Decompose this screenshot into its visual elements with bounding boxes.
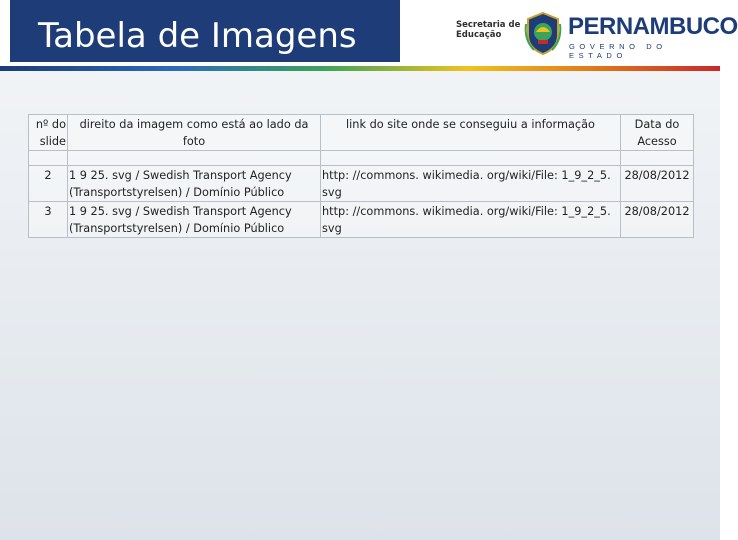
cell-credit: 1 9 25. svg / Swedish Transport Agency (Transportstyrelsen) / Domínio Público <box>68 166 321 202</box>
cell-link[interactable]: http: //commons. wikimedia. org/wiki/File: 1_9_2_5. svg <box>321 166 621 202</box>
page-title: Tabela de Imagens <box>38 16 357 56</box>
table-spacer-row <box>29 151 694 166</box>
col-header-link: link do site onde se conseguiu a informação <box>321 115 621 151</box>
col-header-date: Data do Acesso <box>621 115 694 151</box>
secretaria-logo-text <box>456 20 520 40</box>
spacer-cell <box>621 151 694 166</box>
brand-name: PERNAMBUCO <box>568 13 738 40</box>
secretaria-line-1: Secretaria de <box>456 20 521 30</box>
col-header-credit: direito da imagem como está ao lado da foto <box>68 115 321 151</box>
spacer-cell <box>68 151 321 166</box>
brand-subtitle: GOVERNO DO ESTADO <box>569 42 667 60</box>
state-crest-icon <box>524 10 562 56</box>
secretaria-line-2: Educação <box>456 30 502 40</box>
cell-link[interactable]: http: //commons. wikimedia. org/wiki/File: 1_9_2_5. svg <box>321 202 621 238</box>
table-row <box>29 202 694 238</box>
table-header-row <box>29 115 694 151</box>
color-stripe <box>0 66 720 71</box>
cell-date: 28/08/2012 <box>621 166 694 202</box>
cell-date: 28/08/2012 <box>621 202 694 238</box>
cell-credit: 1 9 25. svg / Swedish Transport Agency (Transportstyrelsen) / Domínio Público <box>68 202 321 238</box>
table-row <box>29 166 694 202</box>
cell-slide: 2 <box>29 166 68 202</box>
cell-slide: 3 <box>29 202 68 238</box>
col-header-slide: nº do slide <box>29 115 68 151</box>
spacer-cell <box>321 151 621 166</box>
images-table <box>28 114 694 238</box>
spacer-cell <box>29 151 68 166</box>
